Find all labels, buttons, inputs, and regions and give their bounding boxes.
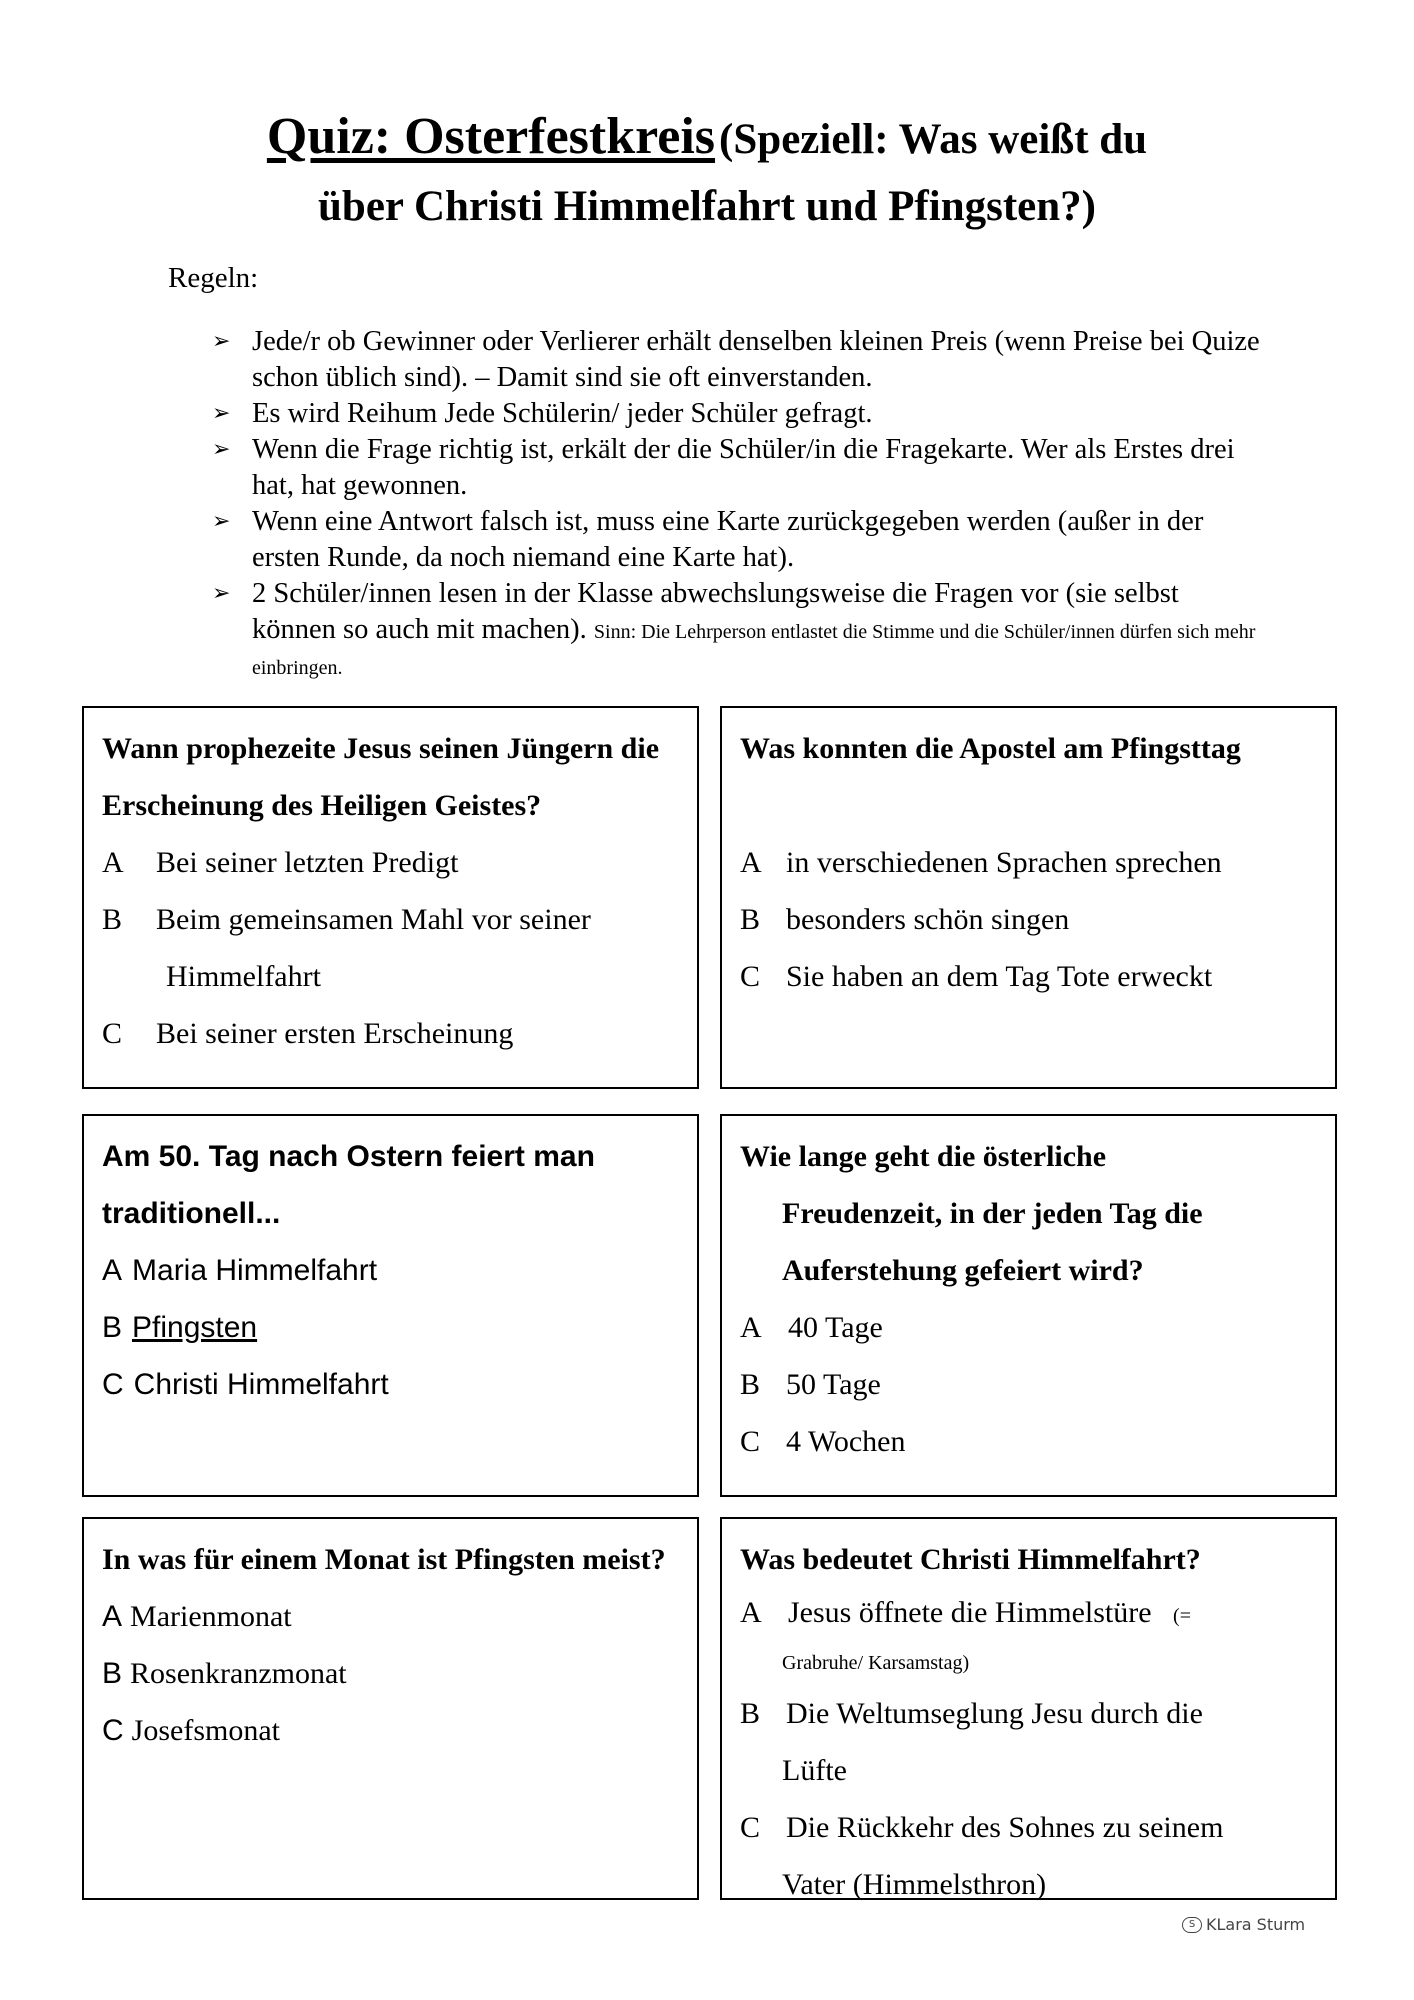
card-question-line2: Freudenzeit, in der jeden Tag die bbox=[782, 1197, 1203, 1230]
rule-note: Sinn: Die Lehrperson entlastet die Stimme und die Schüler/innen dürfen sich mehr einbringen. bbox=[252, 621, 1256, 679]
card-option-c: C Sie haben an dem Tag Tote erweckt bbox=[740, 960, 1213, 993]
rule-item: ➢ Jede/r ob Gewinner oder Verlierer erhält denselben kleinen Preis (wenn Preise bei Quize schon üblich sind). – Damit sind sie oft einverstanden. bbox=[212, 326, 1260, 393]
quiz-card-4 bbox=[720, 1114, 1337, 1497]
card-option-c-continued: Vater (Himmelsthron) bbox=[782, 1868, 1047, 1901]
card-option-c: C Christi Himmelfahrt bbox=[102, 1368, 389, 1401]
card-option-a: A Jesus öffnete die Himmelstüre (= bbox=[740, 1596, 1191, 1629]
card-option-c: C Josefsmonat bbox=[102, 1714, 280, 1747]
card-question: Wann prophezeite Jesus seinen Jüngern die Erscheinung des Heiligen Geistes? bbox=[102, 732, 660, 822]
card-option-a-continued: Grabruhe/ Karsamstag) bbox=[782, 1652, 970, 1674]
page-title bbox=[0, 108, 1414, 236]
quiz-card-2 bbox=[720, 706, 1337, 1089]
card-option-a: A Bei seiner letzten Predigt bbox=[102, 846, 459, 879]
card-option-c: C Die Rückkehr des Sohnes zu seinem bbox=[740, 1811, 1224, 1844]
card-option-a: A Marienmonat bbox=[102, 1600, 292, 1633]
rule-item: ➢ Es wird Reihum Jede Schülerin/ jeder Schüler gefragt. bbox=[212, 396, 1262, 432]
arrow-bullet-icon: ➢ bbox=[212, 509, 231, 534]
arrow-bullet-icon: ➢ bbox=[212, 437, 231, 462]
author-logo-icon: S bbox=[1182, 1917, 1202, 1933]
card-option-b: B Die Weltumseglung Jesu durch die bbox=[740, 1697, 1203, 1730]
card-option-b: B 50 Tage bbox=[740, 1368, 881, 1401]
arrow-bullet-icon: ➢ bbox=[212, 581, 231, 606]
rules-label: Regeln: bbox=[168, 262, 259, 294]
title-subtitle-line2: über Christi Himmelfahrt und Pfingsten?) bbox=[318, 183, 1096, 230]
title-subtitle-line1: (Speziell: Was weißt du bbox=[719, 116, 1148, 163]
rule-item: ➢ Wenn die Frage richtig ist, erkält der die Schüler/in die Fragekarte. Wer als Erstes drei hat, hat gewonnen. bbox=[212, 434, 1235, 501]
quiz-card-3 bbox=[82, 1114, 699, 1497]
rule-item: ➢ 2 Schüler/innen lesen in der Klasse abwechslungsweise die Fragen vor (sie selbst können so auch mit machen). Sinn: Die Lehrperson entlastet die Stimme und die Schüler/innen dürfen sich mehr einbringen. bbox=[212, 578, 1256, 679]
card-question: Was bedeutet Christi Himmelfahrt? bbox=[740, 1543, 1201, 1576]
card-option-a: A Maria Himmelfahrt bbox=[102, 1254, 378, 1287]
author-footer bbox=[1182, 1915, 1305, 1934]
card-option-b-continued: Lüfte bbox=[782, 1754, 847, 1787]
card-question-line1: Wie lange geht die österliche bbox=[740, 1140, 1107, 1173]
card-question: Was konnten die Apostel am Pfingsttag bbox=[740, 732, 1241, 765]
quiz-card-6 bbox=[720, 1517, 1337, 1900]
card-question: Am 50. Tag nach Ostern feiert man traditionell... bbox=[102, 1140, 595, 1230]
card-option-a: A in verschiedenen Sprachen sprechen bbox=[740, 846, 1222, 879]
arrow-bullet-icon: ➢ bbox=[212, 401, 231, 426]
quiz-card-5 bbox=[82, 1517, 699, 1900]
card-option-b-continued: Himmelfahrt bbox=[166, 960, 321, 993]
card-option-b: B Pfingsten bbox=[102, 1311, 258, 1344]
card-option-c: C Bei seiner ersten Erscheinung bbox=[102, 1017, 514, 1050]
card-question: In was für einem Monat ist Pfingsten meist? bbox=[102, 1543, 666, 1576]
card-question-line3: Auferstehung gefeiert wird? bbox=[782, 1254, 1144, 1287]
card-option-b: B Beim gemeinsamen Mahl vor seiner bbox=[102, 903, 591, 936]
card-option-b: B Rosenkranzmonat bbox=[102, 1657, 347, 1690]
quiz-card-1 bbox=[82, 706, 699, 1089]
author-name: KLara Sturm bbox=[1206, 1915, 1306, 1934]
card-option-b: B besonders schön singen bbox=[740, 903, 1070, 936]
card-option-c: C 4 Wochen bbox=[740, 1425, 906, 1458]
card-option-a: A 40 Tage bbox=[740, 1311, 883, 1344]
rule-item: ➢ Wenn eine Antwort falsch ist, muss eine Karte zurückgegeben werden (außer in der ersten Runde, da noch niemand eine Karte hat). bbox=[212, 506, 1204, 573]
title-main: Quiz: Osterfestkreis bbox=[266, 108, 716, 165]
rules-list bbox=[212, 324, 1262, 684]
arrow-bullet-icon: ➢ bbox=[212, 329, 231, 354]
